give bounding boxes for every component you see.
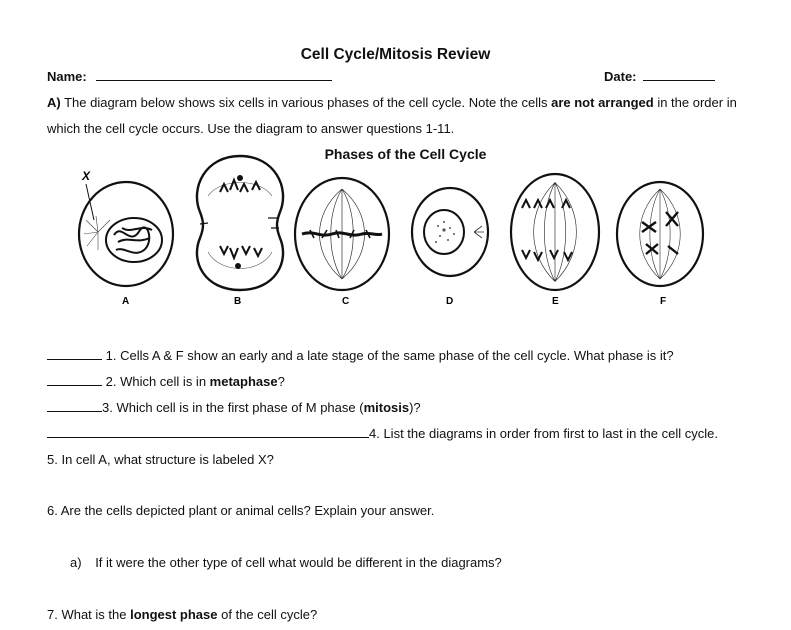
date-field[interactable] [604,68,715,84]
question-2-pre: 2. Which cell is in [105,374,210,389]
cell-label-b: B [234,296,242,307]
intro-text-1: The diagram below shows six cells in various phases of the cell cycle. Note the cells [60,95,552,110]
cell-label-a: A [122,296,130,307]
intro-paragraph [47,90,737,142]
intro-line-2: which the cell cycle occurs. Use the diagram to answer questions 1-11. [47,121,455,136]
question-3 [47,399,421,415]
cell-f [617,182,703,286]
pointer-label-x: X [82,169,91,183]
question-7-post: of the cell cycle? [217,607,318,622]
question-1-text: 1. Cells A & F show an early and a late stage of the same phase of the cell cycle. What phase is it? [105,348,674,363]
cell-d [412,188,488,276]
question-6: 6. Are the cells depicted plant or animal cells? Explain your answer. [47,503,435,518]
question-1 [47,347,674,363]
date-label: Date: [604,69,637,84]
question-7-pre: 7. What is the [47,607,131,622]
part-label: A) [47,95,61,110]
cell-e [511,174,599,290]
question-5: 5. In cell A, what structure is labeled X? [47,452,274,467]
cell-label-c: C [342,296,350,307]
question-2-post: ? [277,374,285,389]
answer-blank-2[interactable] [47,373,102,386]
question-4 [47,425,718,441]
date-blank[interactable] [643,68,715,81]
cell-label-f: F [660,296,667,307]
question-2 [47,373,285,389]
question-7-bold: longest phase [130,607,218,622]
answer-blank-4[interactable] [47,425,369,438]
question-2-bold: metaphase [209,374,278,389]
question-6a-marker: a) [70,555,82,570]
question-3-bold: mitosis [363,400,410,415]
intro-text-2: in the order in [653,95,737,110]
question-3-pre: 3. Which cell is in the first phase of M phase ( [102,400,364,415]
question-6a-text: If it were the other type of cell what would be different in the diagrams? [95,555,502,570]
cell-label-d: D [446,296,454,307]
question-6a [70,555,502,570]
name-label: Name: [47,69,87,84]
page-title: Cell Cycle/Mitosis Review [300,46,491,63]
cell-c [295,178,389,290]
intro-bold: are not arranged [551,95,654,110]
answer-blank-3[interactable] [47,399,102,412]
cell-cycle-diagram [70,150,710,310]
cell-b [197,156,283,290]
diagram-title: Phases of the Cell Cycle [324,146,487,162]
cell-a [79,169,173,286]
name-blank[interactable] [96,68,332,81]
name-field[interactable] [47,68,332,84]
question-3-post: )? [409,400,421,415]
question-7 [47,607,317,622]
question-4-text: 4. List the diagrams in order from first to last in the cell cycle. [369,426,718,441]
answer-blank-1[interactable] [47,347,102,360]
cell-label-e: E [552,296,559,307]
